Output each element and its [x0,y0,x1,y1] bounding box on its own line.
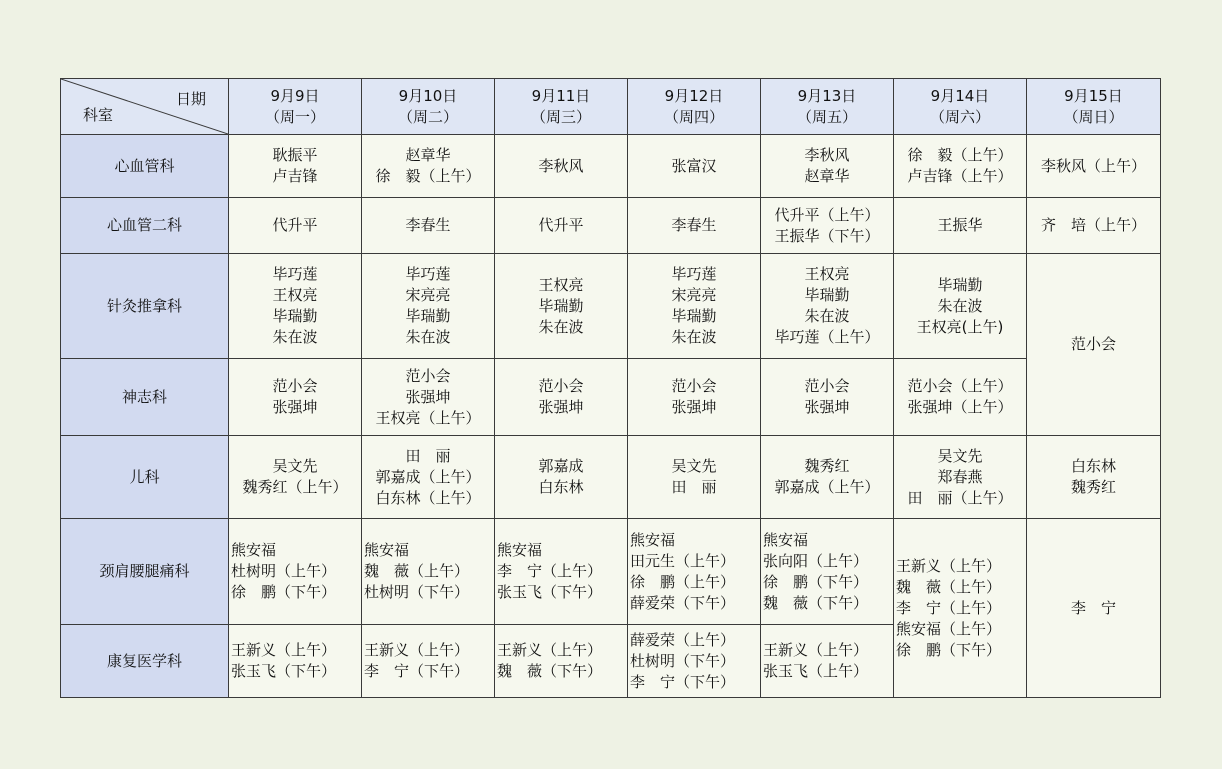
schedule-cell-merged: 范小会 [1027,254,1161,436]
department-name: 心血管科 [61,135,229,198]
day-header-wed [495,79,628,135]
schedule-cell [894,254,1027,359]
staff-name: 毕瑞勤 [538,296,584,315]
staff-name: 代升平 [538,216,584,234]
schedule-cell [628,135,761,198]
staff-name: 吴文先 [272,457,318,475]
staff-name: 杜树明（上午） [231,562,337,580]
staff-name: 朱在波 [272,328,318,346]
schedule-cell [628,625,761,698]
department-axis-label: 科室 [83,106,114,124]
date: 9月14日 [930,86,990,105]
schedule-cell [362,254,495,359]
staff-name: 朱在波 [671,328,717,346]
schedule-cell [894,135,1027,198]
staff-name: 李 宁（上午） [497,562,603,580]
department-name: 康复医学科 [61,625,229,698]
staff-name: 宋亮亮 [405,286,451,304]
schedule-cell [495,198,628,254]
staff-name: 王权亮 [538,275,584,294]
schedule-cell [1027,135,1161,198]
schedule-cell [894,198,1027,254]
department-name: 针灸推拿科 [61,254,229,359]
staff-name: 魏 薇（下午） [497,662,603,680]
staff-name: 张强坤 [405,387,451,406]
weekday: （周四） [663,107,724,126]
schedule-cell [362,625,495,698]
schedule-cell [761,254,894,359]
day-header-thu [628,79,761,135]
staff-name: 张玉飞（上午） [763,662,869,680]
staff-name: 赵章华 [804,167,850,185]
staff-name: 王权亮 [804,265,850,283]
staff-name: 魏 薇（上午） [364,562,470,580]
staff-name: 齐 培（上午） [1040,216,1146,234]
staff-name: 王新义（上午） [364,641,470,659]
schedule-cell [761,135,894,198]
staff-name: 张玉飞（下午） [497,583,603,601]
staff-name: 李秋风（上午） [1040,156,1146,175]
staff-name: 朱在波 [937,296,983,315]
schedule-cell [628,519,761,625]
staff-name: 范小会 [272,377,318,395]
day-header-fri [761,79,894,135]
day-header-sat [894,79,1027,135]
date: 9月10日 [398,86,458,105]
staff-name: 魏 薇（上午） [896,577,1002,596]
staff-name: 耿振平 [272,146,318,164]
schedule-cell [229,519,362,625]
day-header-mon [229,79,362,135]
schedule-cell [628,436,761,519]
staff-name: 徐 毅（上午） [375,167,481,185]
schedule-cell [761,198,894,254]
staff-name: 张强坤 [671,398,717,416]
staff-name: 王振华 [937,216,983,234]
staff-name: 李 宁（下午） [364,662,470,680]
day-header-tue [362,79,495,135]
department-name: 儿科 [61,436,229,519]
schedule-cell [362,519,495,625]
weekday: （周六） [929,107,990,126]
staff-name: 朱在波 [804,307,850,325]
weekday: （周一） [264,107,325,126]
date: 9月11日 [531,86,591,105]
weekday: （周三） [530,107,591,126]
staff-name: 徐 鹏（上午） [630,572,736,591]
staff-name: 熊安福（上午） [896,619,1002,638]
header-row [61,79,1161,135]
staff-name: 王权亮 [272,286,318,304]
staff-name: 薛爱荣（上午） [630,630,736,649]
staff-name: 吴文先 [937,446,983,465]
staff-name: 魏秀红 [804,457,850,475]
staff-name: 田元生（上午） [630,551,736,570]
staff-name: 范小会 [804,377,850,395]
schedule-cell [495,519,628,625]
staff-name: 郭嘉成 [538,457,584,475]
staff-name: 张富汉 [671,156,717,175]
schedule-cell [761,519,894,625]
staff-name: 毕瑞勤 [937,275,983,294]
schedule-cell [1027,198,1161,254]
row-mind [61,359,1161,436]
schedule-cell [761,436,894,519]
schedule-cell-merged: 李 宁 [1027,519,1161,698]
schedule-cell [495,359,628,436]
staff-name: 李春生 [405,216,451,234]
staff-name: 毕巧莲 [272,265,318,283]
date: 9月9日 [270,86,320,105]
duty-schedule-table [60,78,1161,698]
schedule-cell [229,436,362,519]
department-name: 颈肩腰腿痛科 [61,519,229,625]
staff-name: 吴文先 [671,457,717,475]
staff-name: 魏 薇（下午） [763,593,869,612]
schedule-cell [495,625,628,698]
staff-name: 熊安福 [364,541,410,559]
row-cardio2 [61,198,1161,254]
weekday: （周五） [796,107,857,126]
date: 9月13日 [797,86,857,105]
staff-name: 张强坤 [538,398,584,416]
schedule-cell [628,198,761,254]
staff-name: 王新义（上午） [497,641,603,659]
staff-name: 毕巧莲 [405,265,451,283]
row-spine [61,519,1161,625]
date-axis-label: 日期 [175,90,206,108]
schedule-cell [229,135,362,198]
weekday: （周日） [1063,107,1124,126]
staff-name: 张强坤 [804,398,850,416]
staff-name: 毕瑞勤 [405,307,451,325]
department-name: 神志科 [61,359,229,436]
row-acupuncture [61,254,1161,359]
staff-name: 魏秀红 [1070,478,1116,496]
staff-name: 徐 鹏（下午） [763,572,869,591]
staff-name: 徐 毅（上午） [907,146,1013,164]
staff-name: 熊安福 [630,530,676,549]
staff-name: 朱在波 [405,328,451,346]
staff-name: 杜树明（下午） [630,651,736,670]
staff-name: 赵章华 [405,146,451,164]
schedule-cell [495,436,628,519]
weekday: （周二） [397,107,458,126]
day-header-sun [1027,79,1161,135]
schedule-cell [495,254,628,359]
schedule-cell [894,436,1027,519]
staff-name: 王权亮(上午) [916,317,1004,336]
staff-name: 毕瑞勤 [671,307,717,325]
staff-name: 杜树明（下午） [364,583,470,601]
staff-name: 王权亮（上午） [375,408,481,427]
staff-name: 代升平 [272,216,318,234]
staff-name: 张强坤 [272,398,318,416]
schedule-cell-merged [894,519,1027,698]
staff-name: 张玉飞（下午） [231,662,337,680]
staff-name: 张强坤（上午） [907,398,1013,416]
staff-name: 范小会（上午） [907,377,1013,395]
schedule-cell [229,625,362,698]
schedule-cell [495,135,628,198]
date: 9月15日 [1064,86,1123,105]
staff-name: 郭嘉成（上午） [774,478,880,496]
staff-name: 毕巧莲 [671,265,717,283]
schedule-cell [362,198,495,254]
staff-name: 魏秀红（上午） [242,478,348,496]
staff-name: 熊安福 [231,541,277,559]
staff-name: 王新义（上午） [763,641,869,659]
schedule-cell [229,254,362,359]
staff-name: 白东林 [1070,457,1116,475]
schedule-cell [362,359,495,436]
schedule-cell [229,198,362,254]
staff-name: 郑春燕 [937,467,983,486]
staff-name: 卢吉锋（上午） [907,167,1013,185]
staff-name: 白东林 [538,478,584,496]
staff-name: 范小会 [405,366,451,385]
staff-name: 熊安福 [763,530,809,549]
staff-name: 薛爱荣（下午） [630,593,736,612]
staff-name: 郭嘉成（上午） [375,467,481,486]
schedule-cell [761,625,894,698]
staff-name: 张向阳（上午） [763,551,869,570]
staff-name: 范小会 [538,377,584,395]
staff-name: 毕瑞勤 [804,286,850,304]
staff-name: 熊安福 [497,541,543,559]
date: 9月12日 [664,86,724,105]
staff-name: 卢吉锋 [272,167,318,185]
schedule-cell [628,359,761,436]
schedule-cell [761,359,894,436]
staff-name: 代升平（上午） [774,205,880,224]
schedule-cell [628,254,761,359]
schedule-cell [362,436,495,519]
schedule-cell [229,359,362,436]
schedule-cell [894,359,1027,436]
staff-name: 王新义（上午） [231,641,337,659]
staff-name: 李 宁（下午） [630,672,736,691]
staff-name: 毕瑞勤 [272,307,318,325]
schedule-cell [1027,436,1161,519]
staff-name: 朱在波 [538,317,584,336]
row-cardio1 [61,135,1161,198]
row-pediatrics [61,436,1161,519]
staff-name: 李秋风 [538,156,584,175]
staff-name: 李 宁（上午） [896,598,1002,617]
staff-name: 徐 鹏（下午） [896,640,1002,659]
department-name: 心血管二科 [61,198,229,254]
staff-name: 田 丽 [671,478,717,496]
schedule-cell [362,135,495,198]
corner-header [61,79,229,135]
staff-name: 田 丽 [405,446,451,465]
staff-name: 李春生 [671,216,717,234]
staff-name: 毕巧莲（上午） [774,328,880,346]
staff-name: 范小会 [671,377,717,395]
staff-name: 田 丽（上午） [907,488,1013,507]
staff-name: 宋亮亮 [671,286,717,304]
staff-name: 徐 鹏（下午） [231,583,337,601]
staff-name: 王新义（上午） [896,556,1002,575]
staff-name: 王振华（下午） [774,226,880,245]
staff-name: 白东林（上午） [375,488,481,507]
staff-name: 李秋风 [804,146,850,164]
